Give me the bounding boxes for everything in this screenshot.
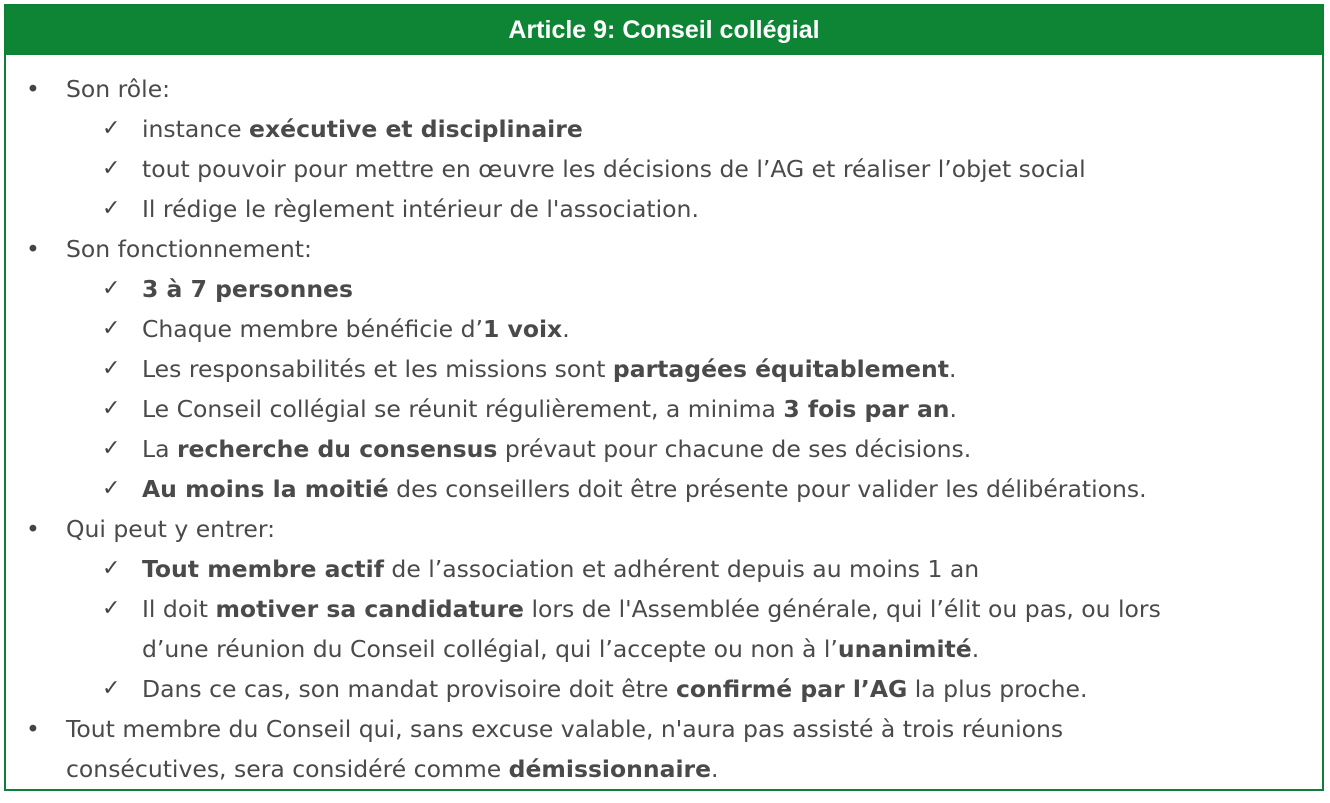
section-heading: Son fonctionnement: [66,235,312,263]
section-heading: Qui peut y entrer: [66,515,276,543]
section-heading: Son rôle: [66,75,171,103]
section-role [6,69,1322,109]
article-header [6,6,1322,55]
list-item: ✓ instance exécutive et disciplinaire [6,109,1322,149]
article-panel [4,4,1324,791]
checkmark-icon: ✓ [102,436,121,461]
bullet-icon: • [26,75,40,103]
list-item: ✓ Le Conseil collégial se réunit régulièrement, a minima 3 fois par an. [6,389,1322,429]
article-title: Article 9: Conseil collégial [508,16,820,44]
list-item: ✓ Au moins la moitié des conseillers doit être présente pour valider les délibérations. [6,469,1322,509]
list-item: ✓ Il rédige le règlement intérieur de l'association. [6,189,1322,229]
list-item: ✓ La recherche du consensus prévaut pour chacune de ses décisions. [6,429,1322,469]
checkmark-icon: ✓ [102,156,121,181]
list-item: ✓ Les responsabilités et les missions sont partagées équitablement. [6,349,1322,389]
checkmark-icon: ✓ [102,276,121,301]
checkmark-icon: ✓ [102,356,121,381]
bullet-icon: • [26,235,40,263]
list-item: ✓ tout pouvoir pour mettre en œuvre les décisions de l’AG et réaliser l’objet social [6,149,1322,189]
checkmark-icon: ✓ [102,316,121,341]
checkmark-icon: ✓ [102,596,121,621]
list-item-continuation: d’une réunion du Conseil collégial, qui l’accepte ou non à l’unanimité. [142,635,980,663]
list-item: ✓ Dans ce cas, son mandat provisoire doit être confirmé par l’AG la plus proche. [6,669,1322,709]
checkmark-icon: ✓ [102,476,121,501]
checkmark-icon: ✓ [102,556,121,581]
list-item: ✓ Tout membre actif de l’association et adhérent depuis au moins 1 an [6,549,1322,589]
final-rule-continuation: consécutives, sera considéré comme démissionnaire. [66,755,719,783]
section-functioning [6,229,1322,269]
checkmark-icon: ✓ [102,676,121,701]
list-item: ✓ 3 à 7 personnes [6,269,1322,309]
checkmark-icon: ✓ [102,196,121,221]
list-item: ✓ Chaque membre bénéficie d’1 voix. [6,309,1322,349]
bullet-icon: • [26,715,40,743]
article-content [6,55,1322,789]
list-item: ✓ Il doit motiver sa candidature lors de l'Assemblée générale, qui l’élit ou pas, ou lors [6,589,1322,629]
checkmark-icon: ✓ [102,396,121,421]
section-eligibility [6,509,1322,549]
checkmark-icon: ✓ [102,116,121,141]
final-rule: • Tout membre du Conseil qui, sans excuse valable, n'aura pas assisté à trois réunions [6,709,1322,749]
bullet-icon: • [26,515,40,543]
